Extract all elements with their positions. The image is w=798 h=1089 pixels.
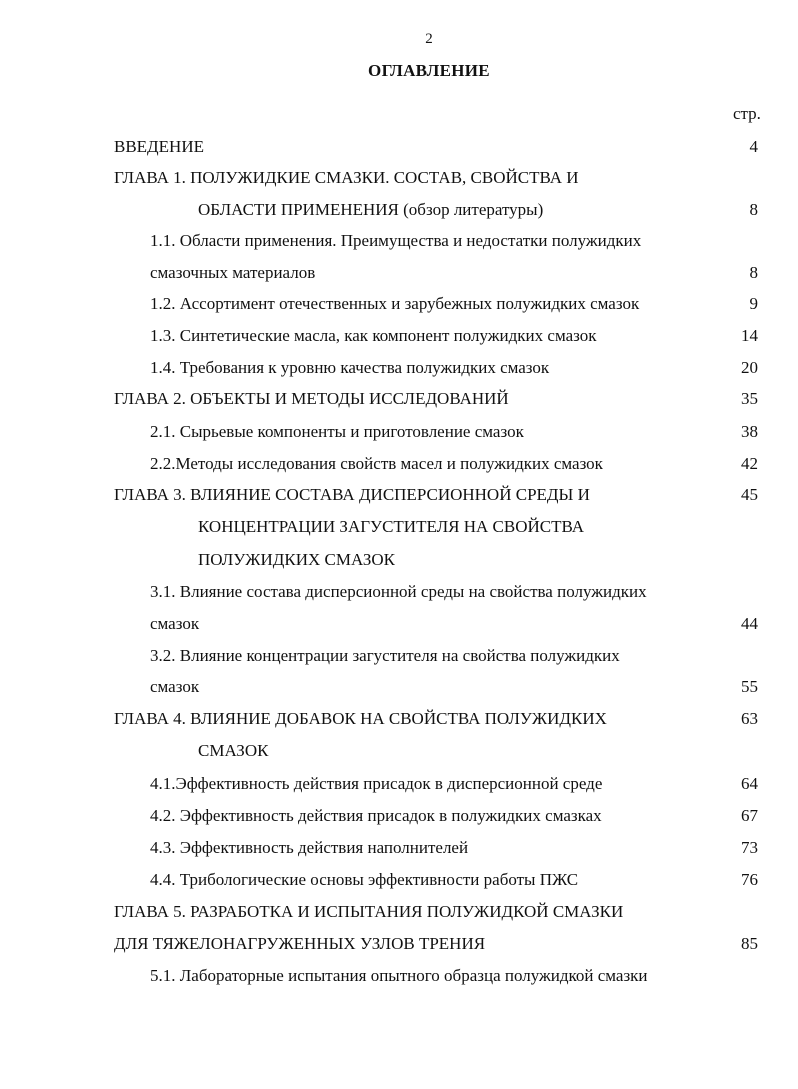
page-number: 2 <box>425 31 433 47</box>
toc-entry-text: ГЛАВА 2. ОБЪЕКТЫ И МЕТОДЫ ИССЛЕДОВАНИЙ <box>114 389 509 408</box>
toc-entry-text: 1.1. Области применения. Преимущества и недостатки полужидких <box>150 231 642 250</box>
toc-entry-page: 67 <box>741 806 758 825</box>
toc-entry-text: 1.2. Ассортимент отечественных и зарубежных полужидких смазок <box>150 294 640 313</box>
toc-entry-text: 2.2.Методы исследования свойств масел и полужидких смазок <box>150 454 603 473</box>
toc-entry-page: 8 <box>749 200 758 219</box>
toc-entry-page: 64 <box>741 774 758 793</box>
toc-entry-text: 5.1. Лабораторные испытания опытного образца полужидкой смазки <box>150 966 648 985</box>
toc-entry-page: 8 <box>749 263 758 282</box>
toc-entry-text: ПОЛУЖИДКИХ СМАЗОК <box>198 550 395 569</box>
toc-entry-text: 3.1. Влияние состава дисперсионной среды на свойства полужидких <box>150 582 647 601</box>
toc-entry-page: 44 <box>741 614 758 633</box>
toc-entry-page: 73 <box>741 838 758 857</box>
toc-entry-text: ГЛАВА 3. ВЛИЯНИЕ СОСТАВА ДИСПЕРСИОННОЙ СРЕДЫ И <box>114 485 590 504</box>
toc-entry-text: СМАЗОК <box>198 741 269 760</box>
toc-entry-page: 38 <box>741 422 758 441</box>
toc-entry-page: 55 <box>741 677 758 696</box>
toc-entry-text: ГЛАВА 5. РАЗРАБОТКА И ИСПЫТАНИЯ ПОЛУЖИДКОЙ СМАЗКИ <box>114 902 624 921</box>
toc-entry-text: ДЛЯ ТЯЖЕЛОНАГРУЖЕННЫХ УЗЛОВ ТРЕНИЯ <box>114 934 486 953</box>
toc-entry-text: ВВЕДЕНИЕ <box>114 137 204 156</box>
toc-entry-text: 4.1.Эффективность действия присадок в дисперсионной среде <box>150 774 603 793</box>
toc-entry-text: смазочных материалов <box>150 263 316 282</box>
page-column-label: стр. <box>733 104 761 123</box>
toc-entry-page: 20 <box>741 358 758 377</box>
toc-entry-text: 4.2. Эффективность действия присадок в полужидких смазках <box>150 806 602 825</box>
toc-entry-text: 1.4. Требования к уровню качества полужидких смазок <box>150 358 550 377</box>
toc-entry-page: 14 <box>741 326 758 345</box>
toc-entry-page: 76 <box>741 870 758 889</box>
toc-entry-page: 9 <box>749 294 758 313</box>
toc-entry-text: 2.1. Сырьевые компоненты и приготовление смазок <box>150 422 524 441</box>
toc-entry-text: ГЛАВА 4. ВЛИЯНИЕ ДОБАВОК НА СВОЙСТВА ПОЛУЖИДКИХ <box>114 709 607 728</box>
toc-entry-page: 42 <box>741 454 758 473</box>
toc-entry-text: 4.4. Трибологические основы эффективности работы ПЖС <box>150 870 579 889</box>
toc-entry-page: 85 <box>741 934 758 953</box>
toc-entry-page: 45 <box>741 485 758 504</box>
toc-entry-page: 63 <box>741 709 758 728</box>
toc-entry-page: 4 <box>749 137 758 156</box>
toc-entry-text: 3.2. Влияние концентрации загустителя на свойства полужидких <box>150 646 620 665</box>
toc-entry-text: КОНЦЕНТРАЦИИ ЗАГУСТИТЕЛЯ НА СВОЙСТВА <box>198 517 585 536</box>
toc-entry-text: 4.3. Эффективность действия наполнителей <box>150 838 469 857</box>
page-title: ОГЛАВЛЕНИЕ <box>368 61 490 80</box>
toc-entry-text: смазок <box>150 677 200 696</box>
toc-entry-text: ОБЛАСТИ ПРИМЕНЕНИЯ (обзор литературы) <box>198 200 544 219</box>
toc-entry-page: 35 <box>741 389 758 408</box>
toc-entry-text: смазок <box>150 614 200 633</box>
toc-entry-text: ГЛАВА 1. ПОЛУЖИДКИЕ СМАЗКИ. СОСТАВ, СВОЙСТВА И <box>114 168 579 187</box>
toc-entry-text: 1.3. Синтетические масла, как компонент полужидких смазок <box>150 326 597 345</box>
